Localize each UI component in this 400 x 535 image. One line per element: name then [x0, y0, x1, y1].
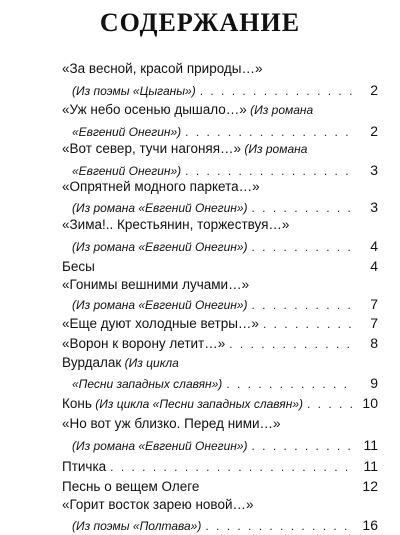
toc-entry-text: [62, 478, 199, 496]
toc-entry: [0, 257, 400, 276]
toc-entry-title: «Вот север, тучи нагоняя…»: [62, 141, 242, 156]
toc-entry-text: [62, 458, 106, 476]
toc-entry-title: Птичка: [62, 459, 107, 474]
toc-entry-text: [62, 496, 254, 514]
toc-page-number: 10: [362, 395, 378, 411]
toc-page-number: 16: [362, 517, 378, 533]
toc-entry: [0, 394, 400, 413]
toc-entry-source: (Из поэмы «Полтава»): [72, 519, 202, 533]
toc-page-number: 11: [363, 458, 378, 474]
toc-page-number: 9: [370, 375, 378, 391]
toc-entry-title: Бесы: [62, 259, 95, 274]
toc-entry: [0, 178, 400, 196]
page-title: СОДЕРЖАНИЕ: [99, 8, 301, 37]
toc-entry-title: Песнь о вещем Олеге: [62, 479, 200, 494]
toc-page-number: 4: [370, 238, 378, 254]
toc-entry: [0, 496, 400, 514]
toc-page-number: 2: [370, 82, 378, 98]
toc-entry-text: [62, 178, 260, 196]
toc-entry: [0, 140, 400, 158]
toc-page-number: 8: [370, 335, 378, 351]
toc-entry: [0, 457, 400, 476]
toc-entry: [0, 237, 400, 256]
toc-entry-title: Вурдалак: [62, 355, 122, 370]
toc-entry-title: «Горит восток зарею новой…»: [62, 497, 254, 512]
toc-entry-text: [62, 395, 303, 413]
toc-entry: [0, 334, 400, 353]
toc-entry-text: [62, 315, 259, 333]
toc-entry: [0, 198, 400, 217]
toc-entry-text: [72, 82, 196, 100]
toc-entry: [0, 60, 400, 78]
toc-entry: [0, 122, 400, 141]
toc-page-number: 3: [370, 199, 378, 215]
toc-page-number: 7: [370, 315, 378, 331]
toc-entry-source: (Из романа: [241, 142, 308, 156]
toc-leader-dots: [226, 375, 352, 393]
toc-entry: [0, 295, 400, 314]
toc-page-number: 4: [370, 258, 378, 274]
toc-entry-title: «Но вот уж близко. Перед ними…»: [62, 416, 281, 431]
toc-entry-source: (Из романа «Евгений Онегин»): [72, 439, 248, 453]
toc-entry-source: (Из цикла «Песни западных славян»): [91, 397, 303, 411]
toc-entry-source: (Из поэмы «Цыганы»): [72, 84, 196, 98]
toc-leader-dots: [252, 238, 352, 256]
toc-entry: [0, 477, 400, 496]
toc-entry-title: «Уж небо осенью дышало…»: [62, 102, 247, 117]
toc-entry: [0, 415, 400, 433]
toc-entry-title: «Зима!.. Крестьянин, торжествуя…»: [62, 217, 290, 232]
toc-entry-title: «За весной, красой природы…»: [62, 61, 263, 76]
toc-entry-title: «Ворон к ворону летит…»: [62, 336, 226, 351]
toc-entry-source: (Из романа «Евгений Онегин»): [72, 201, 248, 215]
toc-entry-text: [72, 199, 248, 217]
toc-entry-text: [62, 60, 263, 78]
toc-entry-source: (Из романа «Евгений Онегин»): [72, 298, 248, 312]
toc-entry-text: [72, 296, 248, 314]
toc-entry: [0, 516, 400, 535]
toc-leader-dots: [307, 395, 352, 413]
toc-entry: [0, 276, 400, 294]
toc-entry-text: [62, 335, 225, 353]
toc-entry: [0, 81, 400, 100]
toc-entry: [0, 216, 400, 234]
toc-leader-dots: [110, 458, 352, 476]
toc-entry-source: «Евгений Онегин»): [72, 125, 182, 139]
toc-entry-text: [62, 415, 281, 433]
toc-entry-source: «Песни западных славян»): [72, 377, 223, 391]
toc-leader-dots: [205, 517, 352, 535]
toc-leader-dots: [185, 123, 352, 141]
toc-entry-source: «Евгений Онегин»): [72, 164, 182, 178]
toc-entry-text: [72, 437, 248, 455]
toc-page-number: 11: [363, 437, 378, 453]
toc-page-number: 7: [370, 296, 378, 312]
toc-page-number: 12: [362, 478, 378, 494]
toc-entry-text: [62, 101, 313, 119]
toc-entry-text: [62, 276, 249, 294]
toc-entry-title: «Еще дуют холодные ветры…»: [62, 316, 259, 331]
toc-entry-text: [72, 238, 248, 256]
toc-leader-dots: [252, 437, 352, 455]
toc-entry-text: [72, 375, 222, 393]
toc-entry-title: Конь: [62, 396, 92, 411]
toc-entry-title: «Гонимы вешними лучами…»: [62, 277, 250, 292]
toc-entry: [0, 314, 400, 333]
toc-entry-text: [62, 216, 289, 234]
toc-leader-dots: [252, 296, 352, 314]
toc-page-number: 3: [370, 162, 378, 178]
toc-entry-text: [72, 123, 181, 141]
toc-leader-dots: [263, 315, 352, 333]
toc-leader-dots: [252, 199, 352, 217]
toc-page-number: 2: [370, 123, 378, 139]
toc-entry-text: [72, 517, 201, 535]
toc-entry: [0, 354, 400, 372]
toc-leader-dots: [229, 335, 352, 353]
toc-entry: [0, 374, 400, 393]
toc-entry-text: [62, 140, 307, 158]
toc-entry-source: (Из романа «Евгений Онегин»): [72, 240, 248, 254]
toc-entry-source: (Из романа: [246, 103, 314, 117]
toc-entry-text: [62, 354, 179, 372]
toc-entry-title: «Опрятней модного паркета…»: [62, 179, 260, 194]
toc-entry-source: (Из цикла: [121, 356, 179, 370]
toc-entry: [0, 436, 400, 455]
toc-leader-dots: [200, 82, 352, 100]
toc-entry: [0, 101, 400, 119]
toc-entry-text: [62, 258, 95, 276]
